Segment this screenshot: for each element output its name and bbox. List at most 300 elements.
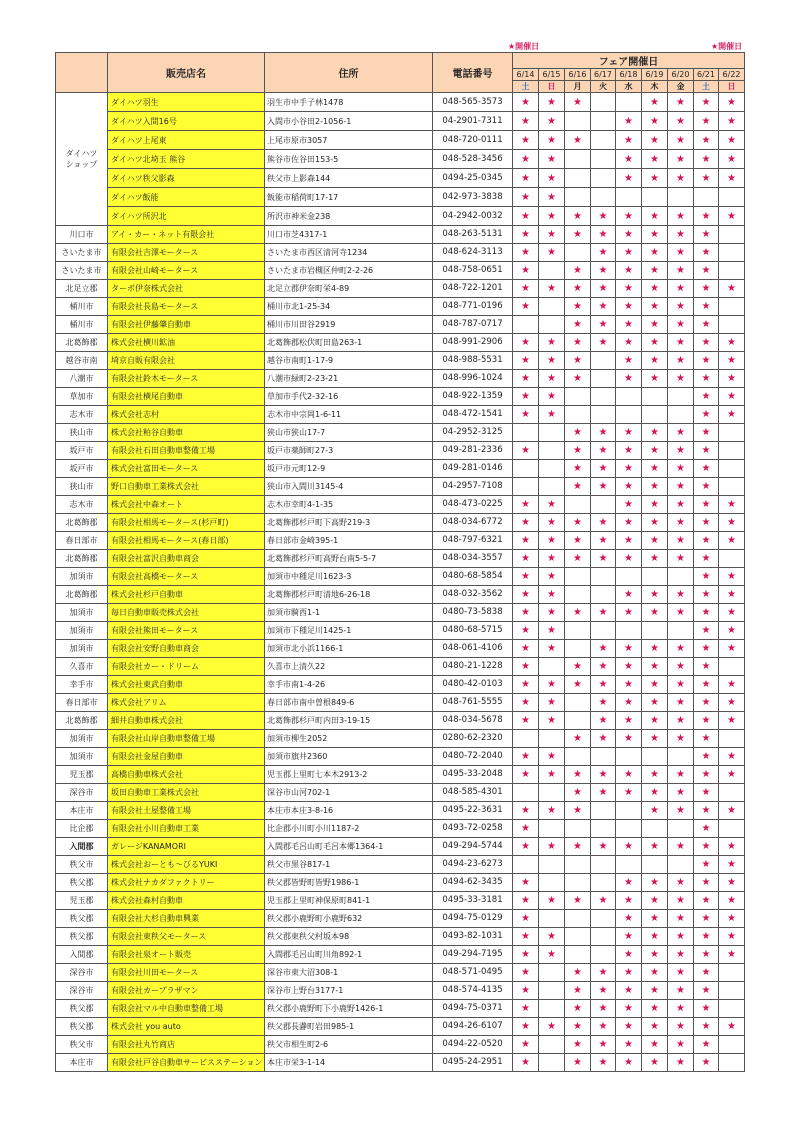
dealer-cell: 有限会社マル中自動車整備工場	[108, 1000, 265, 1018]
weekday-cell: 火	[591, 81, 616, 93]
empty-day-cell	[565, 568, 591, 586]
weekday-cell: 金	[668, 81, 694, 93]
star-icon: ★	[694, 910, 719, 928]
table-row	[56, 640, 745, 658]
star-icon: ★	[668, 460, 694, 478]
star-icon: ★	[694, 604, 719, 622]
star-icon: ★	[539, 352, 565, 370]
table-row	[56, 838, 745, 856]
star-icon: ★	[513, 406, 539, 424]
phone-cell: 049-281-2336	[433, 442, 513, 460]
star-icon: ★	[694, 784, 719, 802]
star-icon: ★	[616, 207, 642, 226]
star-icon: ★	[668, 982, 694, 1000]
star-icon: ★	[539, 514, 565, 532]
phone-cell: 049-294-7195	[433, 946, 513, 964]
area-cell: 春日部市	[56, 694, 108, 712]
star-icon: ★	[694, 802, 719, 820]
star-icon: ★	[565, 730, 591, 748]
table-row	[56, 496, 745, 514]
area-cell: 北足立郡	[56, 280, 108, 298]
star-icon: ★	[539, 188, 565, 207]
dealer-cell: 有限会社カープラザマン	[108, 982, 265, 1000]
star-icon: ★	[694, 207, 719, 226]
dealer-cell: 高橋自動車株式会社	[108, 766, 265, 784]
star-icon: ★	[513, 946, 539, 964]
star-icon: ★	[668, 262, 694, 280]
star-icon: ★	[642, 928, 668, 946]
star-icon: ★	[694, 730, 719, 748]
star-icon: ★	[616, 169, 642, 188]
empty-day-cell	[719, 784, 745, 802]
star-icon: ★	[694, 982, 719, 1000]
star-icon: ★	[694, 334, 719, 352]
address-cell: 北足立郡伊奈町栄4-89	[265, 280, 433, 298]
star-icon: ★	[513, 604, 539, 622]
dealer-cell: 株式会社東武自動車	[108, 676, 265, 694]
weekday-cell: 木	[642, 81, 668, 93]
star-icon: ★	[539, 568, 565, 586]
empty-day-cell	[616, 568, 642, 586]
empty-day-cell	[565, 244, 591, 262]
star-icon: ★	[642, 298, 668, 316]
star-icon: ★	[513, 838, 539, 856]
star-icon: ★	[668, 928, 694, 946]
star-icon: ★	[616, 1054, 642, 1072]
star-icon: ★	[668, 334, 694, 352]
empty-day-cell	[591, 856, 616, 874]
star-icon: ★	[513, 442, 539, 460]
star-icon: ★	[642, 370, 668, 388]
empty-day-cell	[539, 1036, 565, 1054]
star-icon: ★	[513, 892, 539, 910]
star-icon: ★	[668, 207, 694, 226]
star-icon: ★	[513, 928, 539, 946]
star-icon: ★	[719, 532, 745, 550]
empty-day-cell	[591, 150, 616, 169]
table-row	[56, 1036, 745, 1054]
phone-cell: 048-922-1359	[433, 388, 513, 406]
star-icon: ★	[591, 838, 616, 856]
empty-day-cell	[719, 298, 745, 316]
table-row	[56, 568, 745, 586]
star-icon: ★	[668, 1036, 694, 1054]
group-area-cell: ダイハツ ショップ	[56, 93, 108, 226]
star-icon: ★	[565, 280, 591, 298]
empty-day-cell	[539, 874, 565, 892]
star-icon: ★	[642, 892, 668, 910]
star-icon: ★	[668, 586, 694, 604]
phone-cell: 0495-22-3631	[433, 802, 513, 820]
star-icon: ★	[565, 352, 591, 370]
star-icon: ★	[642, 207, 668, 226]
star-icon: ★	[694, 946, 719, 964]
header-area	[56, 53, 108, 93]
dealer-cell: 野口自動車工業株式会社	[108, 478, 265, 496]
star-icon: ★	[642, 150, 668, 169]
star-icon: ★	[539, 928, 565, 946]
address-cell: 入間郡毛呂山町毛呂本郷1364-1	[265, 838, 433, 856]
star-icon: ★	[591, 334, 616, 352]
star-icon: ★	[591, 1054, 616, 1072]
star-icon: ★	[719, 694, 745, 712]
address-cell: 秩父郡小鹿野町小鹿野632	[265, 910, 433, 928]
empty-day-cell	[565, 748, 591, 766]
address-cell: 秩父郡小鹿野町下小鹿野1426-1	[265, 1000, 433, 1018]
header-dealer: 販売店名	[108, 53, 265, 93]
star-icon: ★	[565, 892, 591, 910]
star-icon: ★	[616, 964, 642, 982]
star-icon: ★	[539, 946, 565, 964]
star-icon: ★	[668, 730, 694, 748]
empty-day-cell	[539, 1054, 565, 1072]
star-icon: ★	[642, 352, 668, 370]
star-icon: ★	[694, 676, 719, 694]
star-icon: ★	[668, 478, 694, 496]
dealer-cell: 有限会社伊藤肇自動車	[108, 316, 265, 334]
star-icon: ★	[591, 604, 616, 622]
empty-day-cell	[513, 460, 539, 478]
empty-day-cell	[642, 856, 668, 874]
dealer-cell: 有限会社山岸自動車整備工場	[108, 730, 265, 748]
star-icon: ★	[616, 874, 642, 892]
star-icon: ★	[591, 280, 616, 298]
star-icon: ★	[694, 298, 719, 316]
star-icon: ★	[642, 802, 668, 820]
star-icon: ★	[616, 334, 642, 352]
star-icon: ★	[642, 460, 668, 478]
star-icon: ★	[668, 370, 694, 388]
star-icon: ★	[694, 892, 719, 910]
star-icon: ★	[719, 388, 745, 406]
empty-day-cell	[565, 388, 591, 406]
empty-day-cell	[719, 1054, 745, 1072]
star-icon: ★	[616, 460, 642, 478]
dealer-cell: ダイハツ北埼玉 熊谷	[108, 150, 265, 169]
table-row	[56, 262, 745, 280]
star-icon: ★	[668, 964, 694, 982]
star-icon: ★	[719, 928, 745, 946]
table-row	[56, 370, 745, 388]
table-row	[56, 169, 745, 188]
star-icon: ★	[694, 478, 719, 496]
phone-cell: 0494-75-0129	[433, 910, 513, 928]
header-address: 住所	[265, 53, 433, 93]
table-row	[56, 712, 745, 730]
star-icon: ★	[642, 442, 668, 460]
star-icon: ★	[642, 496, 668, 514]
star-icon: ★	[694, 532, 719, 550]
phone-cell: 042-973-3838	[433, 188, 513, 207]
star-icon: ★	[694, 622, 719, 640]
empty-day-cell	[642, 748, 668, 766]
star-icon: ★	[513, 207, 539, 226]
empty-day-cell	[616, 622, 642, 640]
empty-day-cell	[539, 298, 565, 316]
weekday-cell: 土	[513, 81, 539, 93]
star-icon: ★	[565, 550, 591, 568]
star-icon: ★	[668, 150, 694, 169]
star-icon: ★	[616, 424, 642, 442]
star-icon: ★	[694, 748, 719, 766]
phone-cell: 0480-42-0103	[433, 676, 513, 694]
address-cell: 春日部市南中曽根849-6	[265, 694, 433, 712]
empty-day-cell	[719, 820, 745, 838]
star-icon: ★	[694, 658, 719, 676]
star-icon: ★	[719, 131, 745, 150]
date-cell: 6/15	[539, 69, 565, 81]
phone-cell: 048-797-6321	[433, 532, 513, 550]
table-row	[56, 982, 745, 1000]
address-cell: 秩父郡長瀞町岩田985-1	[265, 1018, 433, 1036]
star-icon: ★	[719, 604, 745, 622]
weekday-cell: 日	[539, 81, 565, 93]
star-icon: ★	[668, 766, 694, 784]
empty-day-cell	[513, 730, 539, 748]
empty-day-cell	[591, 406, 616, 424]
phone-cell: 0495-33-2048	[433, 766, 513, 784]
empty-day-cell	[513, 784, 539, 802]
address-cell: さいたま市西区清河寺1234	[265, 244, 433, 262]
star-icon: ★	[539, 244, 565, 262]
empty-day-cell	[539, 262, 565, 280]
star-icon: ★	[719, 748, 745, 766]
star-icon: ★	[642, 946, 668, 964]
star-icon: ★	[539, 586, 565, 604]
dealer-cell: ダイハツ上尾東	[108, 131, 265, 150]
star-icon: ★	[539, 370, 565, 388]
address-cell: 北葛飾郡杉戸町内田3-19-15	[265, 712, 433, 730]
star-icon: ★	[719, 112, 745, 131]
star-icon: ★	[513, 820, 539, 838]
area-cell: 加須市	[56, 622, 108, 640]
star-icon: ★	[565, 802, 591, 820]
empty-day-cell	[565, 622, 591, 640]
table-row	[56, 93, 745, 112]
star-icon: ★	[513, 280, 539, 298]
dealer-cell: ダイハツ羽生	[108, 93, 265, 112]
address-cell: 志木市幸町4-1-35	[265, 496, 433, 514]
address-cell: 狭山市狭山17-7	[265, 424, 433, 442]
star-icon: ★	[513, 334, 539, 352]
address-cell: 志木市中宗岡1-6-11	[265, 406, 433, 424]
star-icon: ★	[591, 207, 616, 226]
star-icon: ★	[719, 207, 745, 226]
star-icon: ★	[642, 514, 668, 532]
star-icon: ★	[719, 676, 745, 694]
address-cell: 本庄市栄3-1-14	[265, 1054, 433, 1072]
star-icon: ★	[539, 622, 565, 640]
empty-day-cell	[591, 910, 616, 928]
address-cell: 本庄市本庄3-8-16	[265, 802, 433, 820]
star-icon: ★	[694, 820, 719, 838]
phone-cell: 0480-21-1228	[433, 658, 513, 676]
star-icon: ★	[616, 316, 642, 334]
table-row	[56, 244, 745, 262]
empty-day-cell	[719, 1036, 745, 1054]
dealer-cell: 株式会社 you auto	[108, 1018, 265, 1036]
star-icon: ★	[565, 424, 591, 442]
star-icon: ★	[616, 550, 642, 568]
area-cell: 本庄市	[56, 802, 108, 820]
star-icon: ★	[668, 640, 694, 658]
empty-day-cell	[513, 478, 539, 496]
star-icon: ★	[668, 424, 694, 442]
table-row	[56, 532, 745, 550]
table-row	[56, 676, 745, 694]
star-icon: ★	[591, 658, 616, 676]
star-icon: ★	[591, 514, 616, 532]
star-icon: ★	[694, 568, 719, 586]
dealer-cell: 坂田自動車工業株式会社	[108, 784, 265, 802]
star-icon: ★	[668, 280, 694, 298]
star-icon: ★	[565, 207, 591, 226]
star-icon: ★	[565, 766, 591, 784]
empty-day-cell	[719, 982, 745, 1000]
star-icon: ★	[513, 568, 539, 586]
dealer-cell: 株式会社アリム	[108, 694, 265, 712]
empty-day-cell	[591, 388, 616, 406]
area-cell: 北葛飾郡	[56, 712, 108, 730]
table-row	[56, 406, 745, 424]
star-icon: ★	[694, 406, 719, 424]
star-icon: ★	[565, 316, 591, 334]
star-icon: ★	[694, 928, 719, 946]
dealer-cell: ダイハツ飯能	[108, 188, 265, 207]
area-cell: 志木市	[56, 496, 108, 514]
star-icon: ★	[513, 226, 539, 244]
star-icon: ★	[616, 892, 642, 910]
star-icon: ★	[513, 1036, 539, 1054]
table-row	[56, 748, 745, 766]
table-row	[56, 766, 745, 784]
address-cell: 狭山市入間川3145-4	[265, 478, 433, 496]
star-icon: ★	[565, 604, 591, 622]
phone-cell: 0494-25-0345	[433, 169, 513, 188]
star-icon: ★	[616, 244, 642, 262]
empty-day-cell	[719, 658, 745, 676]
star-icon: ★	[642, 244, 668, 262]
legend-left: ★開催日	[508, 42, 540, 51]
weekday-cell: 月	[565, 81, 591, 93]
star-icon: ★	[668, 694, 694, 712]
empty-day-cell	[513, 316, 539, 334]
area-cell: 児玉郡	[56, 766, 108, 784]
dealer-cell: 株式会社杉戸自動車	[108, 586, 265, 604]
table-row	[56, 694, 745, 712]
phone-cell: 0495-24-2951	[433, 1054, 513, 1072]
empty-day-cell	[591, 874, 616, 892]
star-icon: ★	[719, 169, 745, 188]
dealer-cell: 株式会社志村	[108, 406, 265, 424]
address-cell: 川口市芝4317-1	[265, 226, 433, 244]
star-icon: ★	[616, 640, 642, 658]
area-cell: 深谷市	[56, 982, 108, 1000]
phone-cell: 0494-26-6107	[433, 1018, 513, 1036]
dealer-cell: 有限会社山崎モータース	[108, 262, 265, 280]
address-cell: 入間市小谷田2-1056-1	[265, 112, 433, 131]
star-icon: ★	[565, 298, 591, 316]
empty-day-cell	[719, 730, 745, 748]
phone-cell: 0493-72-0258	[433, 820, 513, 838]
table-row	[56, 424, 745, 442]
date-cell: 6/16	[565, 69, 591, 81]
address-cell: 坂戸市薬師町27-3	[265, 442, 433, 460]
star-icon: ★	[565, 1018, 591, 1036]
star-icon: ★	[513, 748, 539, 766]
star-icon: ★	[565, 131, 591, 150]
star-icon: ★	[694, 388, 719, 406]
dealer-cell: 有限会社カー・ドリーム	[108, 658, 265, 676]
star-icon: ★	[642, 112, 668, 131]
star-icon: ★	[668, 838, 694, 856]
empty-day-cell	[539, 730, 565, 748]
dealer-cell: 有限会社土屋整備工場	[108, 802, 265, 820]
empty-day-cell	[539, 982, 565, 1000]
empty-day-cell	[719, 244, 745, 262]
star-icon: ★	[694, 93, 719, 112]
star-icon: ★	[642, 766, 668, 784]
table-row	[56, 1018, 745, 1036]
star-icon: ★	[694, 964, 719, 982]
star-icon: ★	[539, 334, 565, 352]
table-row	[56, 207, 745, 226]
area-cell: 秩父郡	[56, 928, 108, 946]
empty-day-cell	[539, 442, 565, 460]
empty-day-cell	[694, 188, 719, 207]
dealer-cell: 有限会社泉オート販売	[108, 946, 265, 964]
address-cell: 北葛飾郡松伏町田島263-1	[265, 334, 433, 352]
star-icon: ★	[616, 1018, 642, 1036]
star-icon: ★	[565, 1000, 591, 1018]
star-icon: ★	[642, 640, 668, 658]
dealer-cell: ガレージKANAMORI	[108, 838, 265, 856]
star-icon: ★	[694, 131, 719, 150]
star-icon: ★	[668, 910, 694, 928]
area-cell: 北葛飾郡	[56, 334, 108, 352]
area-cell: 坂戸市	[56, 460, 108, 478]
area-cell: 秩父市	[56, 856, 108, 874]
area-cell: 志木市	[56, 406, 108, 424]
star-icon: ★	[616, 928, 642, 946]
phone-cell: 0494-75-0371	[433, 1000, 513, 1018]
dealer-cell: 株式会社おーとも～びるYUKI	[108, 856, 265, 874]
dealer-cell: 株式会社ナカダファクトリー	[108, 874, 265, 892]
date-cell: 6/22	[719, 69, 745, 81]
table-row	[56, 388, 745, 406]
star-icon: ★	[513, 640, 539, 658]
address-cell: 深谷市山河702-1	[265, 784, 433, 802]
area-cell: 比企郡	[56, 820, 108, 838]
star-icon: ★	[513, 352, 539, 370]
star-icon: ★	[668, 784, 694, 802]
area-cell: 狭山市	[56, 424, 108, 442]
phone-cell: 04-2942-0032	[433, 207, 513, 226]
area-cell: 春日部市	[56, 532, 108, 550]
table-row	[56, 910, 745, 928]
star-icon: ★	[642, 169, 668, 188]
table-row	[56, 604, 745, 622]
phone-cell: 049-294-5744	[433, 838, 513, 856]
star-icon: ★	[668, 550, 694, 568]
table-row	[56, 550, 745, 568]
star-icon: ★	[616, 730, 642, 748]
star-icon: ★	[694, 874, 719, 892]
address-cell: 八潮市緑町2-23-21	[265, 370, 433, 388]
star-icon: ★	[719, 352, 745, 370]
empty-day-cell	[719, 424, 745, 442]
dealer-cell: ダイハツ所沢北	[108, 207, 265, 226]
